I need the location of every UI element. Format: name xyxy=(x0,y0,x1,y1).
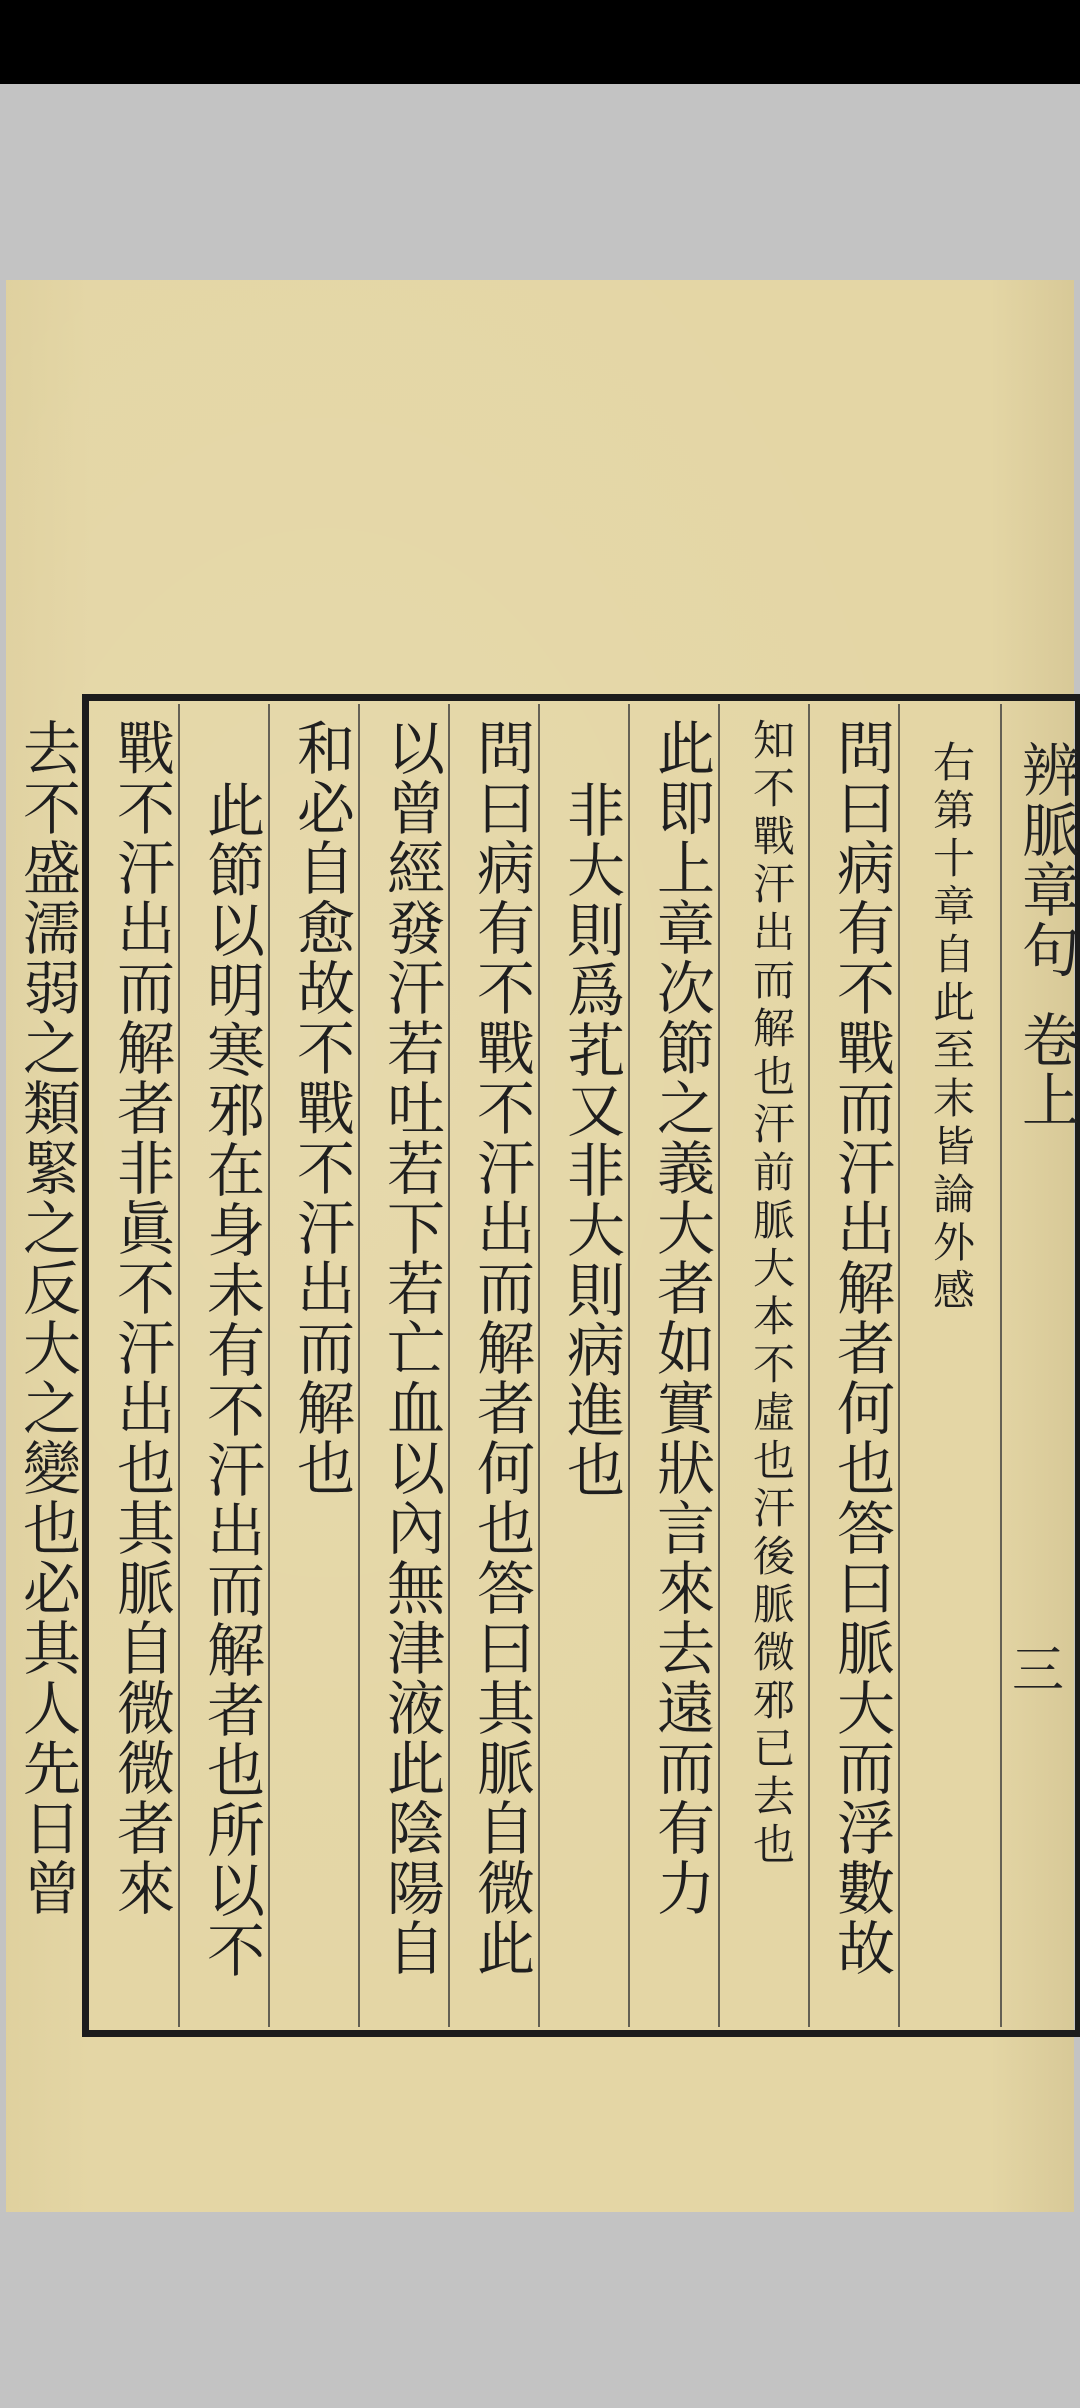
status-bar xyxy=(0,0,1080,84)
text-column-5: 非大則爲芤又非大則病進也 xyxy=(557,780,625,1500)
text-column-7: 以曾經發汗若吐若下若亡血以內無津液此陰陽自 xyxy=(377,718,445,1978)
text-column-8: 和必自愈故不戰不汗出而解也 xyxy=(287,718,355,1498)
text-column-9: 此節以明寒邪在身未有不汗出而解者也所以不 xyxy=(197,780,265,1980)
text-column-10: 戰不汗出而解者非眞不汗出也其脈自微微者來 xyxy=(107,718,175,1918)
text-column-6: 問曰病有不戰不汗出而解者何也答曰其脈自微此 xyxy=(467,718,535,1978)
text-column-4: 此即上章次節之義大者如實狀言來去遠而有力 xyxy=(647,718,715,1918)
book-title: 辨脈章句 xyxy=(1012,740,1080,980)
text-column-11: 去不盛濡弱之類緊之反大之變也必其人先日曾 xyxy=(13,718,81,1918)
column-rule xyxy=(1000,704,1002,2027)
page-number: 三 xyxy=(1012,1641,1065,1701)
text-column-3: 知不戰汗出而解也汗前脈大本不虛也汗後脈微邪已去也 xyxy=(747,718,796,1870)
text-column-2: 問曰病有不戰而汗出解者何也答曰脈大而浮數故 xyxy=(827,718,895,1978)
text-column-1: 右第十章自此至末皆論外感 xyxy=(927,740,976,1316)
volume-label: 卷上 xyxy=(1012,1010,1080,1130)
